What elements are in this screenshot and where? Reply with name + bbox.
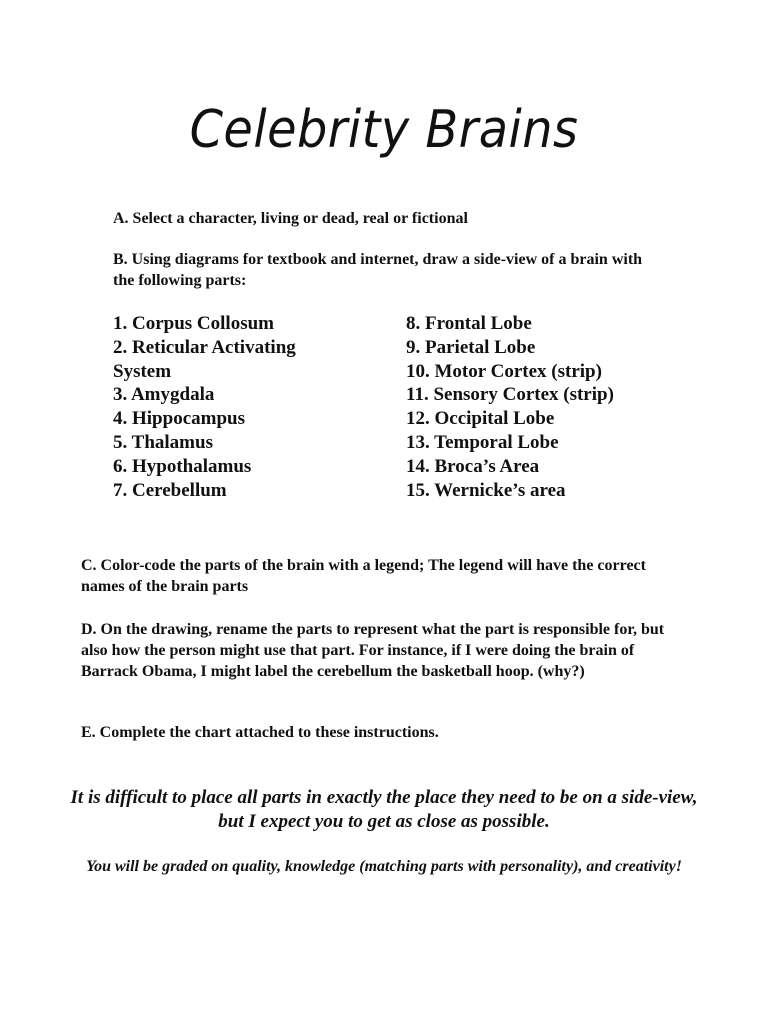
page-title: Celebrity Brains — [189, 100, 579, 160]
list-item: 8. Frontal Lobe — [406, 313, 532, 334]
list-item: 12. Occipital Lobe — [406, 408, 555, 430]
list-item: 3. Amygdala — [113, 384, 215, 406]
list-item: 10. Motor Cortex (strip) — [406, 360, 602, 382]
grading-note: You will be graded on quality, knowledge (matching parts with personality), and creativity! — [86, 858, 682, 875]
step-b-instruction: B. Using diagrams for textbook and internet, draw a side-view of a brain with the following parts: — [113, 251, 643, 289]
list-item: 9. Parietal Lobe — [406, 336, 536, 358]
step-a-instruction: A. Select a character, living or dead, real or fictional — [113, 210, 468, 227]
list-item: 15. Wernicke’s area — [406, 479, 566, 501]
list-item: 6. Hypothalamus — [113, 455, 252, 477]
list-item: 5. Thalamus — [113, 431, 213, 453]
list-item: 7. Cerebellum — [113, 479, 227, 501]
step-d-instruction: D. On the drawing, rename the parts to represent what the part is responsible for, but also how the person might use that part. For instance, if I were doing the brain of Barrack Obama, I might label the cerebellum the basketball hoop. (why?) — [81, 621, 665, 680]
placement-note: It is difficult to place all parts in exactly the place they need to be on a side-view, but I expect you to get as close as possible. — [70, 787, 698, 832]
list-item: 14. Broca’s Area — [406, 455, 540, 477]
step-e-instruction: E. Complete the chart attached to these instructions. — [81, 724, 439, 741]
step-c-instruction: C. Color-code the parts of the brain with a legend; The legend will have the correct names of the brain parts — [81, 557, 646, 595]
list-item: 11. Sensory Cortex (strip) — [406, 384, 614, 406]
list-item: 4. Hippocampus — [113, 408, 245, 430]
list-item: 13. Temporal Lobe — [406, 431, 559, 453]
list-item: 2. Reticular Activating System — [113, 336, 296, 382]
parts-list-right — [406, 312, 666, 502]
list-item: 1. Corpus Collosum — [113, 313, 274, 334]
parts-list-left — [113, 312, 343, 502]
